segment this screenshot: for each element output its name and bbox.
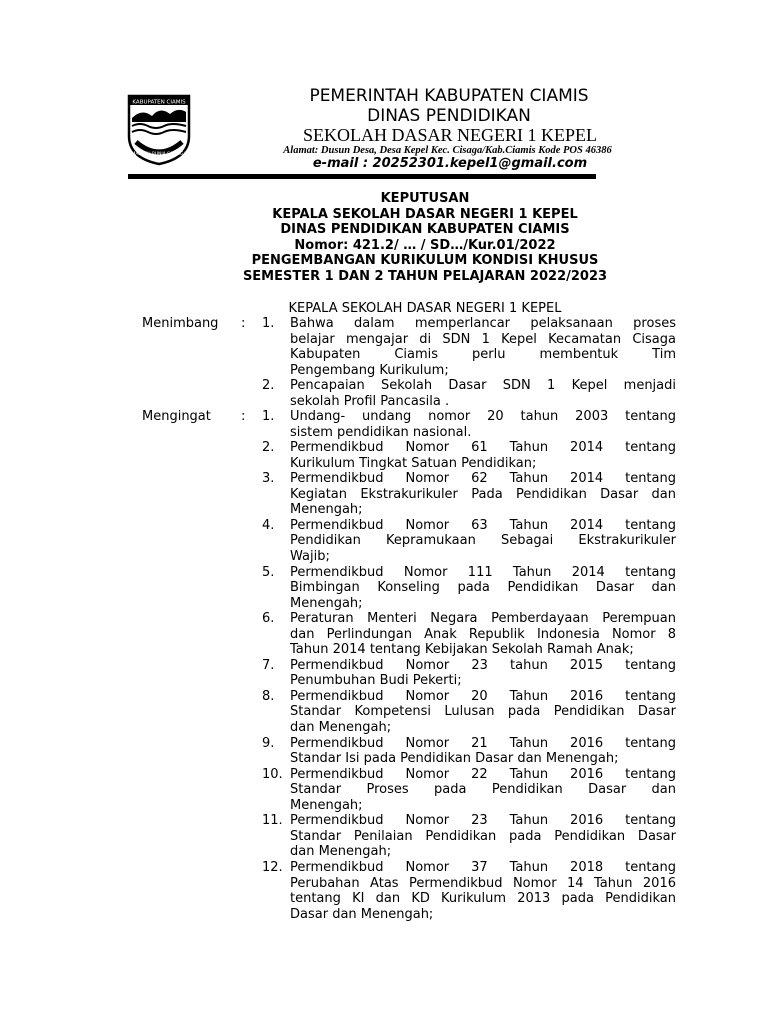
list-item-line: Permendikbud Nomor 21 Tahun 2016 tentang	[290, 735, 676, 751]
list-item-line: Standar Kompetensi Lulusan pada Pendidikan Dasar	[290, 704, 676, 720]
list-item-line: Permendikbud Nomor 61 Tahun 2014 tentang	[290, 440, 676, 456]
list-item-number: 7.	[262, 657, 275, 673]
list-item-line: Permendikbud Nomor 23 tahun 2015 tentang	[290, 657, 676, 673]
list-item-line: Pengembang Kurikulum;	[290, 362, 449, 378]
title-line: PENGEMBANGAN KURIKULUM KONDISI KHUSUS	[251, 253, 599, 268]
list-item-number: 12.	[262, 859, 283, 875]
list-item-line: Bahwa dalam memperlancar pelaksanaan proses	[290, 316, 676, 331]
list-item-number: 10.	[262, 766, 283, 782]
list-item-line: Permendikbud Nomor 37 Tahun 2018 tentang	[290, 859, 676, 875]
title-line: Nomor: 421.2/ … / SD…/Kur.01/2022	[294, 237, 556, 253]
list-item-line: Undang- undang nomor 20 tahun 2003 tentang	[290, 409, 676, 424]
list-item-line: Menengah;	[290, 797, 363, 813]
list-item-number: 1.	[262, 409, 275, 424]
list-item-line: Penumbuhan Budi Pekerti;	[290, 673, 462, 689]
list-item-number: 5.	[262, 564, 275, 580]
list-item-line: sekolah Profil Pancasila .	[290, 393, 450, 409]
list-item-line: Pendidikan Kepramukaan Sebagai Ekstrakurikuler	[290, 533, 676, 549]
list-item-line: Bimbingan Konseling pada Pendidikan Dasar dan	[290, 580, 676, 596]
list-item-number: 9.	[262, 735, 275, 751]
letterhead-government: PEMERINTAH KABUPATEN CIAMIS	[309, 86, 589, 106]
list-item-line: Permendikbud Nomor 22 Tahun 2016 tentang	[290, 766, 676, 782]
list-item-line: Permendikbud Nomor 62 Tahun 2014 tentang	[290, 471, 676, 487]
list-item-line: Kabupaten Ciamis perlu membentuk Tim	[290, 347, 676, 362]
list-item-line: Menengah;	[290, 595, 363, 611]
title-line: KEPALA SEKOLAH DASAR NEGERI 1 KEPEL	[272, 206, 578, 222]
section-colon: :	[241, 409, 246, 424]
title-line: KEPUTUSAN	[380, 191, 470, 206]
list-item-number: 8.	[262, 688, 275, 704]
list-item-number: 2.	[262, 440, 275, 456]
letterhead-email: e-mail : 20252301.kepel1@gmail.com	[312, 156, 588, 171]
list-item-line: belajar mengajar di SDN 1 Kepel Kecamatan Cisaga	[290, 331, 676, 347]
list-item-line: Permendikbud Nomor 63 Tahun 2014 tentang	[290, 517, 676, 533]
title-line: SEMESTER 1 DAN 2 TAHUN PELAJARAN 2022/2023	[242, 268, 608, 284]
list-item-line: Permendikbud Nomor 20 Tahun 2016 tentang	[290, 688, 676, 704]
title-line: DINAS PENDIDIKAN KABUPATEN CIAMIS	[280, 222, 570, 237]
list-item-number: 3.	[262, 471, 275, 487]
list-item-line: dan Menengah;	[290, 844, 392, 860]
list-item-number: 1.	[262, 316, 275, 331]
section-label-mengingat: Mengingat	[142, 409, 211, 424]
list-item-line: Standar Isi pada Pendidikan Dasar dan Menengah;	[290, 751, 619, 767]
letterhead-divider	[128, 174, 596, 179]
list-item-line: Dasar dan Menengah;	[290, 906, 434, 922]
list-item-number: 6.	[262, 611, 275, 627]
list-item-number: 2.	[262, 378, 275, 393]
letterhead-school: SEKOLAH DASAR NEGERI 1 KEPEL	[303, 125, 597, 145]
list-item-line: Tahun 2014 tentang Kebijakan Sekolah Ramah Anak;	[290, 642, 634, 658]
list-item-line: dan Perlindungan Anak Republik Indonesia Nomor 8	[290, 626, 676, 642]
logo-top-text: KABUPATEN CIAMIS	[132, 99, 186, 106]
list-item-line: Standar Penilaian Pendidikan pada Pendidikan Dasar	[290, 828, 676, 844]
list-item-line: Kurikulum Tingkat Satuan Pendidikan;	[290, 455, 537, 471]
list-item-line: Permendikbud Nomor 23 Tahun 2016 tentang	[290, 813, 676, 829]
section-label-menimbang: Menimbang	[142, 316, 219, 331]
list-item-line: Permendikbud Nomor 111 Tahun 2014 tentang	[290, 564, 676, 580]
list-item-line: dan Menengah;	[290, 720, 392, 735]
list-item-line: Perubahan Atas Permendikbud Nomor 14 Tahun 2016	[290, 875, 676, 891]
list-item-line: tentang KI dan KD Kurikulum 2013 pada Pendidikan	[290, 891, 676, 907]
list-item-number: 11.	[262, 813, 283, 829]
list-item-line: Wajib;	[290, 548, 330, 564]
list-item-line: Menengah;	[290, 502, 363, 518]
list-item-line: Standar Proses pada Pendidikan Dasar dan	[290, 782, 676, 798]
issuer-heading: KEPALA SEKOLAH DASAR NEGERI 1 KEPEL	[288, 301, 562, 316]
section-colon: :	[241, 316, 246, 331]
logo-bottom-text: MAHAYU PUNJA SANGGA	[131, 152, 187, 157]
list-item-line: Peraturan Menteri Negara Pemberdayaan Perempuan	[290, 611, 676, 627]
list-item-number: 4.	[262, 517, 275, 533]
list-item-line: sistem pendidikan nasional.	[290, 424, 472, 440]
list-item-line: Pencapaian Sekolah Dasar SDN 1 Kepel menjadi	[290, 378, 676, 393]
letterhead-address: Alamat: Dusun Desa, Desa Kepel Kec. Cisaga/Kab.Ciamis Kode POS 46386	[283, 145, 612, 156]
list-item-line: Kegiatan Ekstrakurikuler Pada Pendidikan Dasar dan	[290, 486, 676, 502]
letterhead-agency: DINAS PENDIDIKAN	[367, 106, 531, 126]
